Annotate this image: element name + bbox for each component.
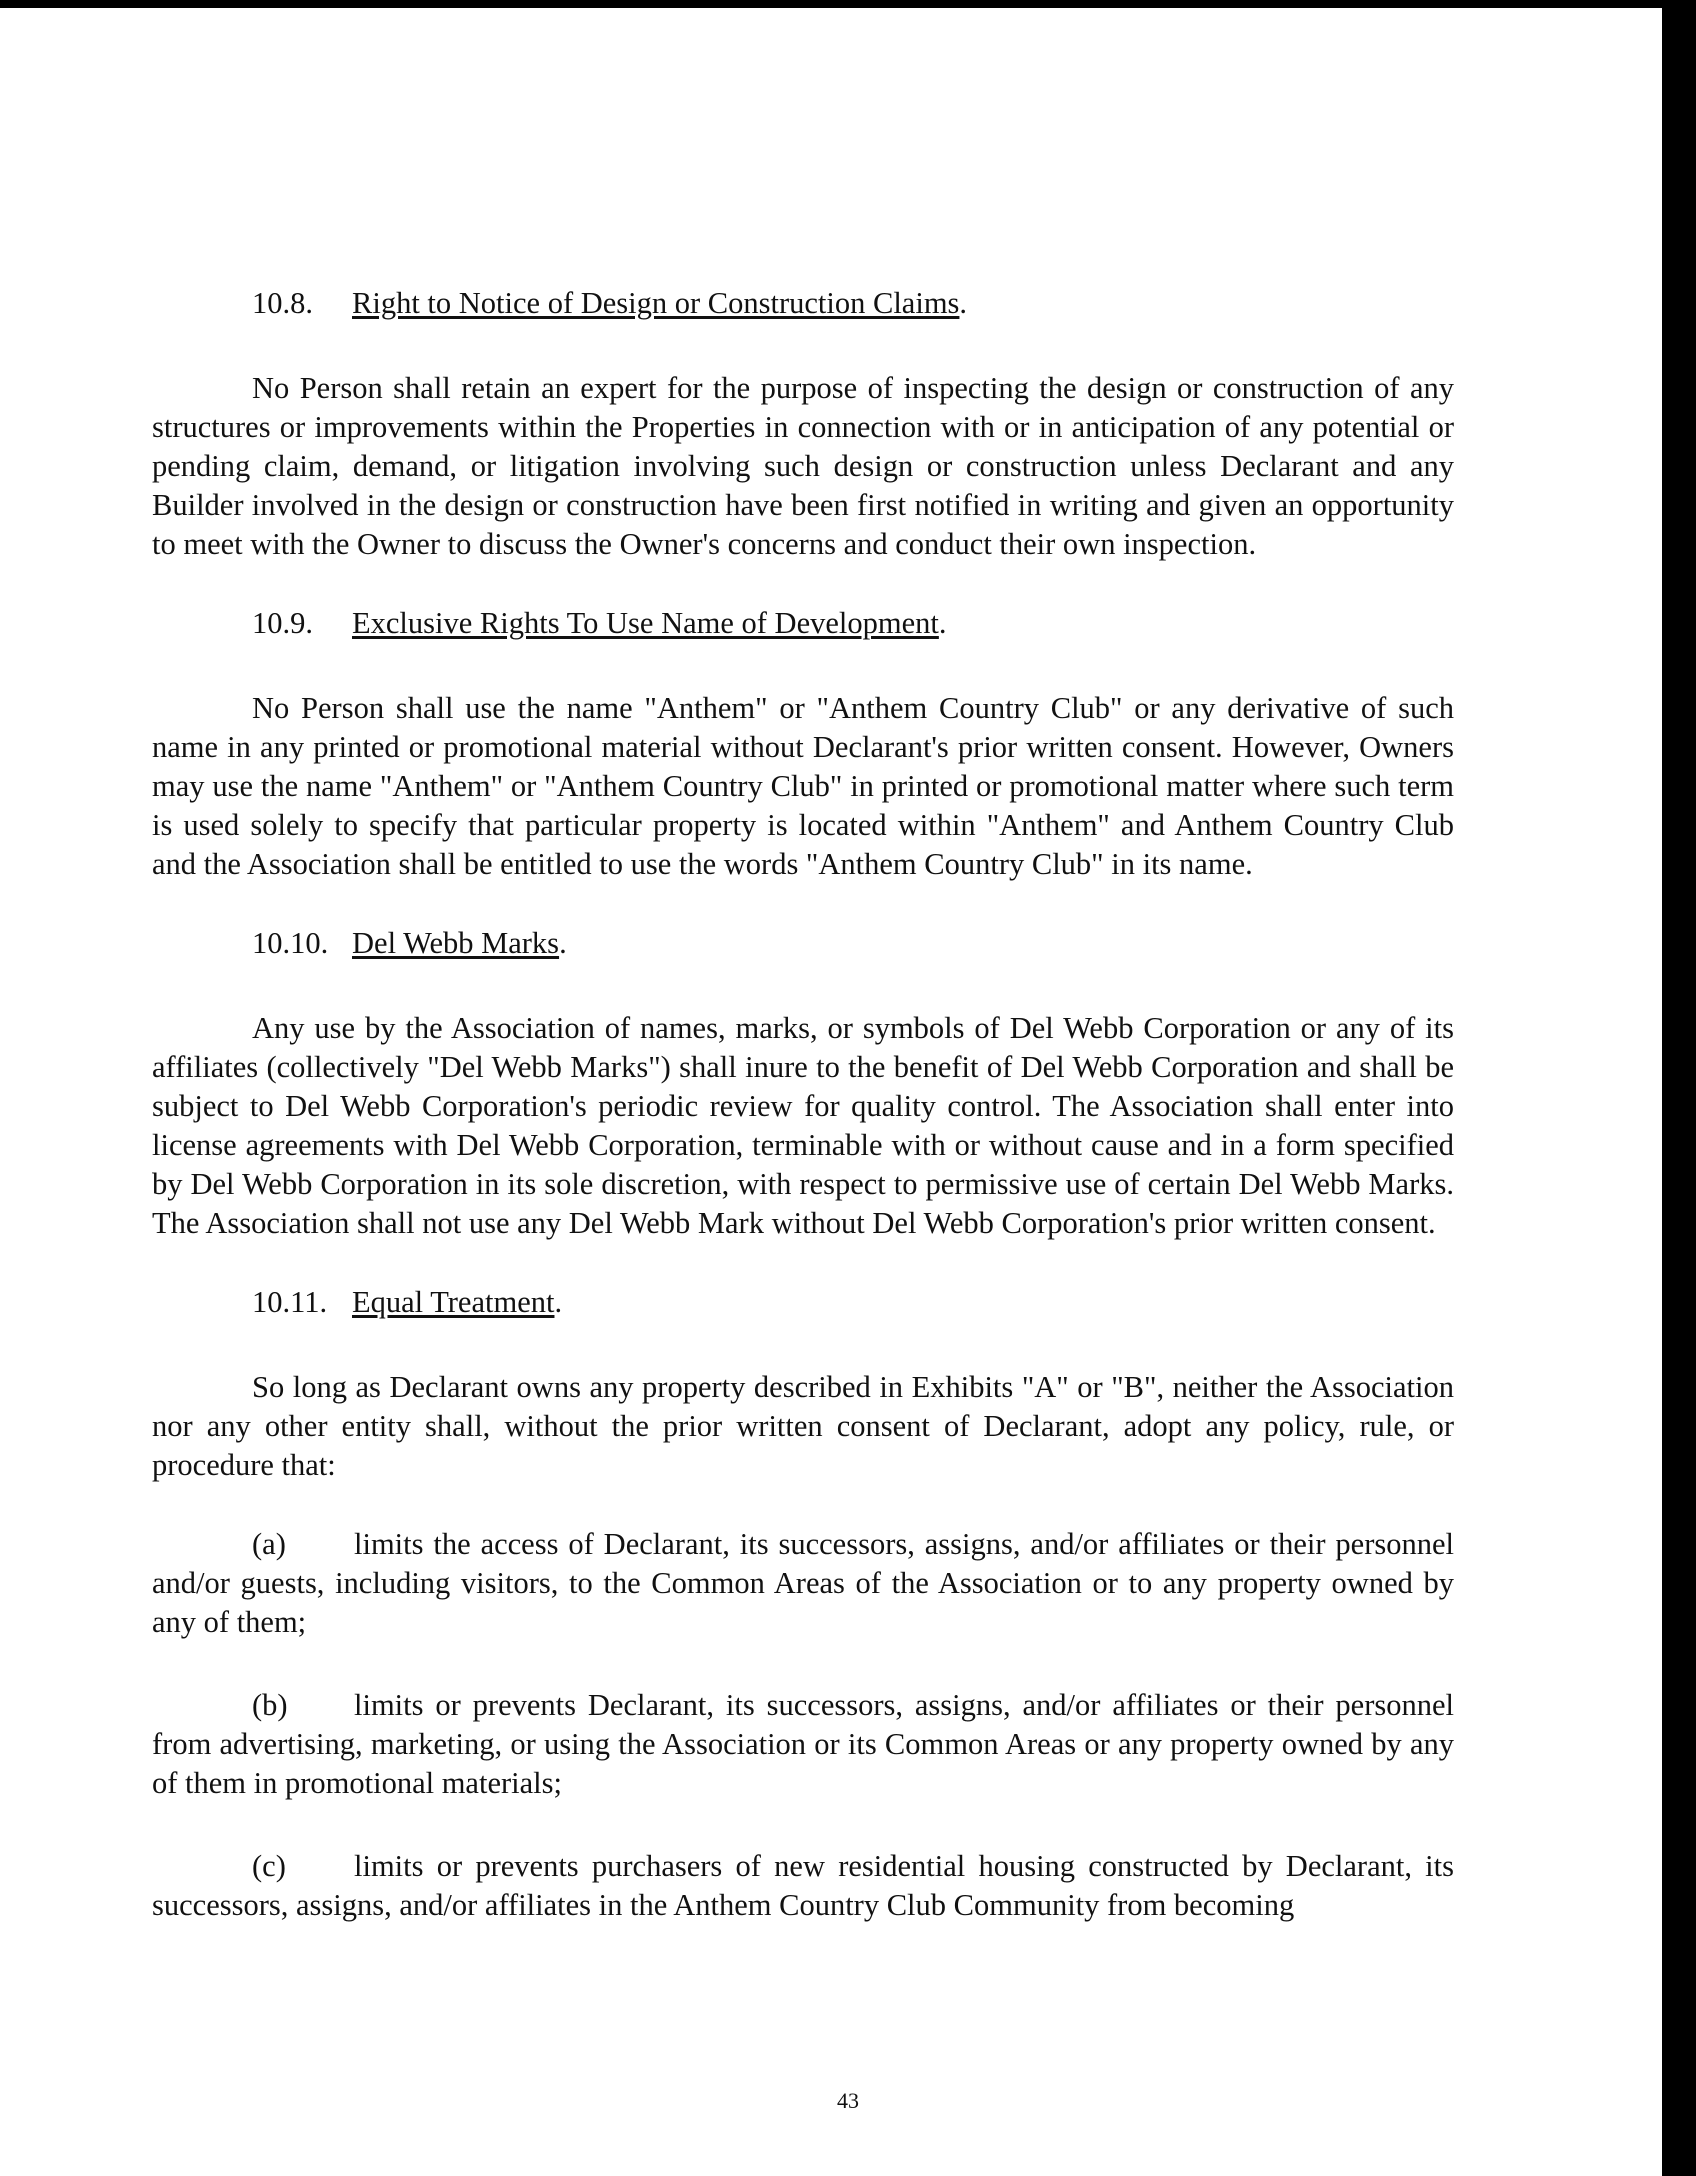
section-number: 10.11. xyxy=(252,1285,328,1319)
section-paragraph-10-11: So long as Declarant owns any property described in Exhibits "A" or "B", neither the Association nor any other entity shall, without the prior written consent of Declarant, adopt any policy, rule, or procedure that: xyxy=(152,1370,1454,1482)
list-item-text: limits or prevents purchasers of new residential housing constructed by Declarant, its successors, assigns, and/or affiliates in the Anthem Country Club Community from becoming xyxy=(152,1849,1454,1922)
scan-right-border xyxy=(1662,0,1696,2176)
list-item-text: limits the access of Declarant, its successors, assigns, and/or affiliates or their personnel and/or guests, including visitors, to the Common Areas of the Association or to any property owned by any of them; xyxy=(152,1527,1454,1639)
section-title: Del Webb Marks xyxy=(352,926,560,960)
list-item-label: (a) xyxy=(252,1527,286,1561)
section-title: Right to Notice of Design or Construction Claims xyxy=(352,286,960,320)
section-paragraph-10-8: No Person shall retain an expert for the purpose of inspecting the design or construction of any structures or improvements within the Properties in connection with or in anticipation of any potential or pending claim, demand, or litigation involving such design or construction unless Declarant and any Builder involved in the design or construction have been first notified in writing and given an opportunity to meet with the Owner to discuss the Owner's concerns and conduct their own inspection. xyxy=(152,371,1454,561)
list-item-c xyxy=(152,1847,1454,1925)
page-number: 43 xyxy=(837,2088,859,2113)
list-item-label: (b) xyxy=(252,1688,288,1722)
section-title: Exclusive Rights To Use Name of Development xyxy=(352,606,939,640)
list-item-text: limits or prevents Declarant, its successors, assigns, and/or affiliates or their personnel from advertising, marketing, or using the Association or its Common Areas or any property owned by any of them in promotional materials; xyxy=(152,1688,1454,1800)
list-item-b xyxy=(152,1686,1454,1803)
section-title: Equal Treatment xyxy=(352,1285,555,1319)
section-paragraph-10-10: Any use by the Association of names, marks, or symbols of Del Webb Corporation or any of its affiliates (collectively "Del Webb Marks") shall inure to the benefit of Del Webb Corporation and shall be subject to Del Webb Corporation's periodic review for quality control. The Association shall enter into license agreements with Del Webb Corporation, terminable with or without cause and in a form specified by Del Webb Corporation in its sole discretion, with respect to permissive use of certain Del Webb Marks. The Association shall not use any Del Webb Mark without Del Webb Corporation's prior written consent. xyxy=(152,1011,1454,1240)
section-heading-10-11: 10.11. Equal Treatment. xyxy=(152,1283,1454,1322)
scan-top-border xyxy=(0,0,1696,8)
section-heading-10-8: 10.8. Right to Notice of Design or Construction Claims. xyxy=(152,284,1454,323)
list-item-a xyxy=(152,1525,1454,1642)
section-heading-10-10: 10.10. Del Webb Marks. xyxy=(152,924,1454,963)
list-item-label: (c) xyxy=(252,1849,286,1883)
section-number: 10.8. xyxy=(252,286,313,320)
document-page-body xyxy=(152,284,1454,1969)
section-paragraph-10-9: No Person shall use the name "Anthem" or "Anthem Country Club" or any derivative of such name in any printed or promotional material without Declarant's prior written consent. However, Owners may use the name "Anthem" or "Anthem Country Club" in printed or promotional matter where such term is used solely to specify that particular property is located within "Anthem" and Anthem Country Club and the Association shall be entitled to use the words "Anthem Country Club" in its name. xyxy=(152,691,1454,881)
section-number: 10.10. xyxy=(252,926,329,960)
section-heading-10-9: 10.9. Exclusive Rights To Use Name of Development. xyxy=(152,604,1454,643)
section-number: 10.9. xyxy=(252,606,313,640)
